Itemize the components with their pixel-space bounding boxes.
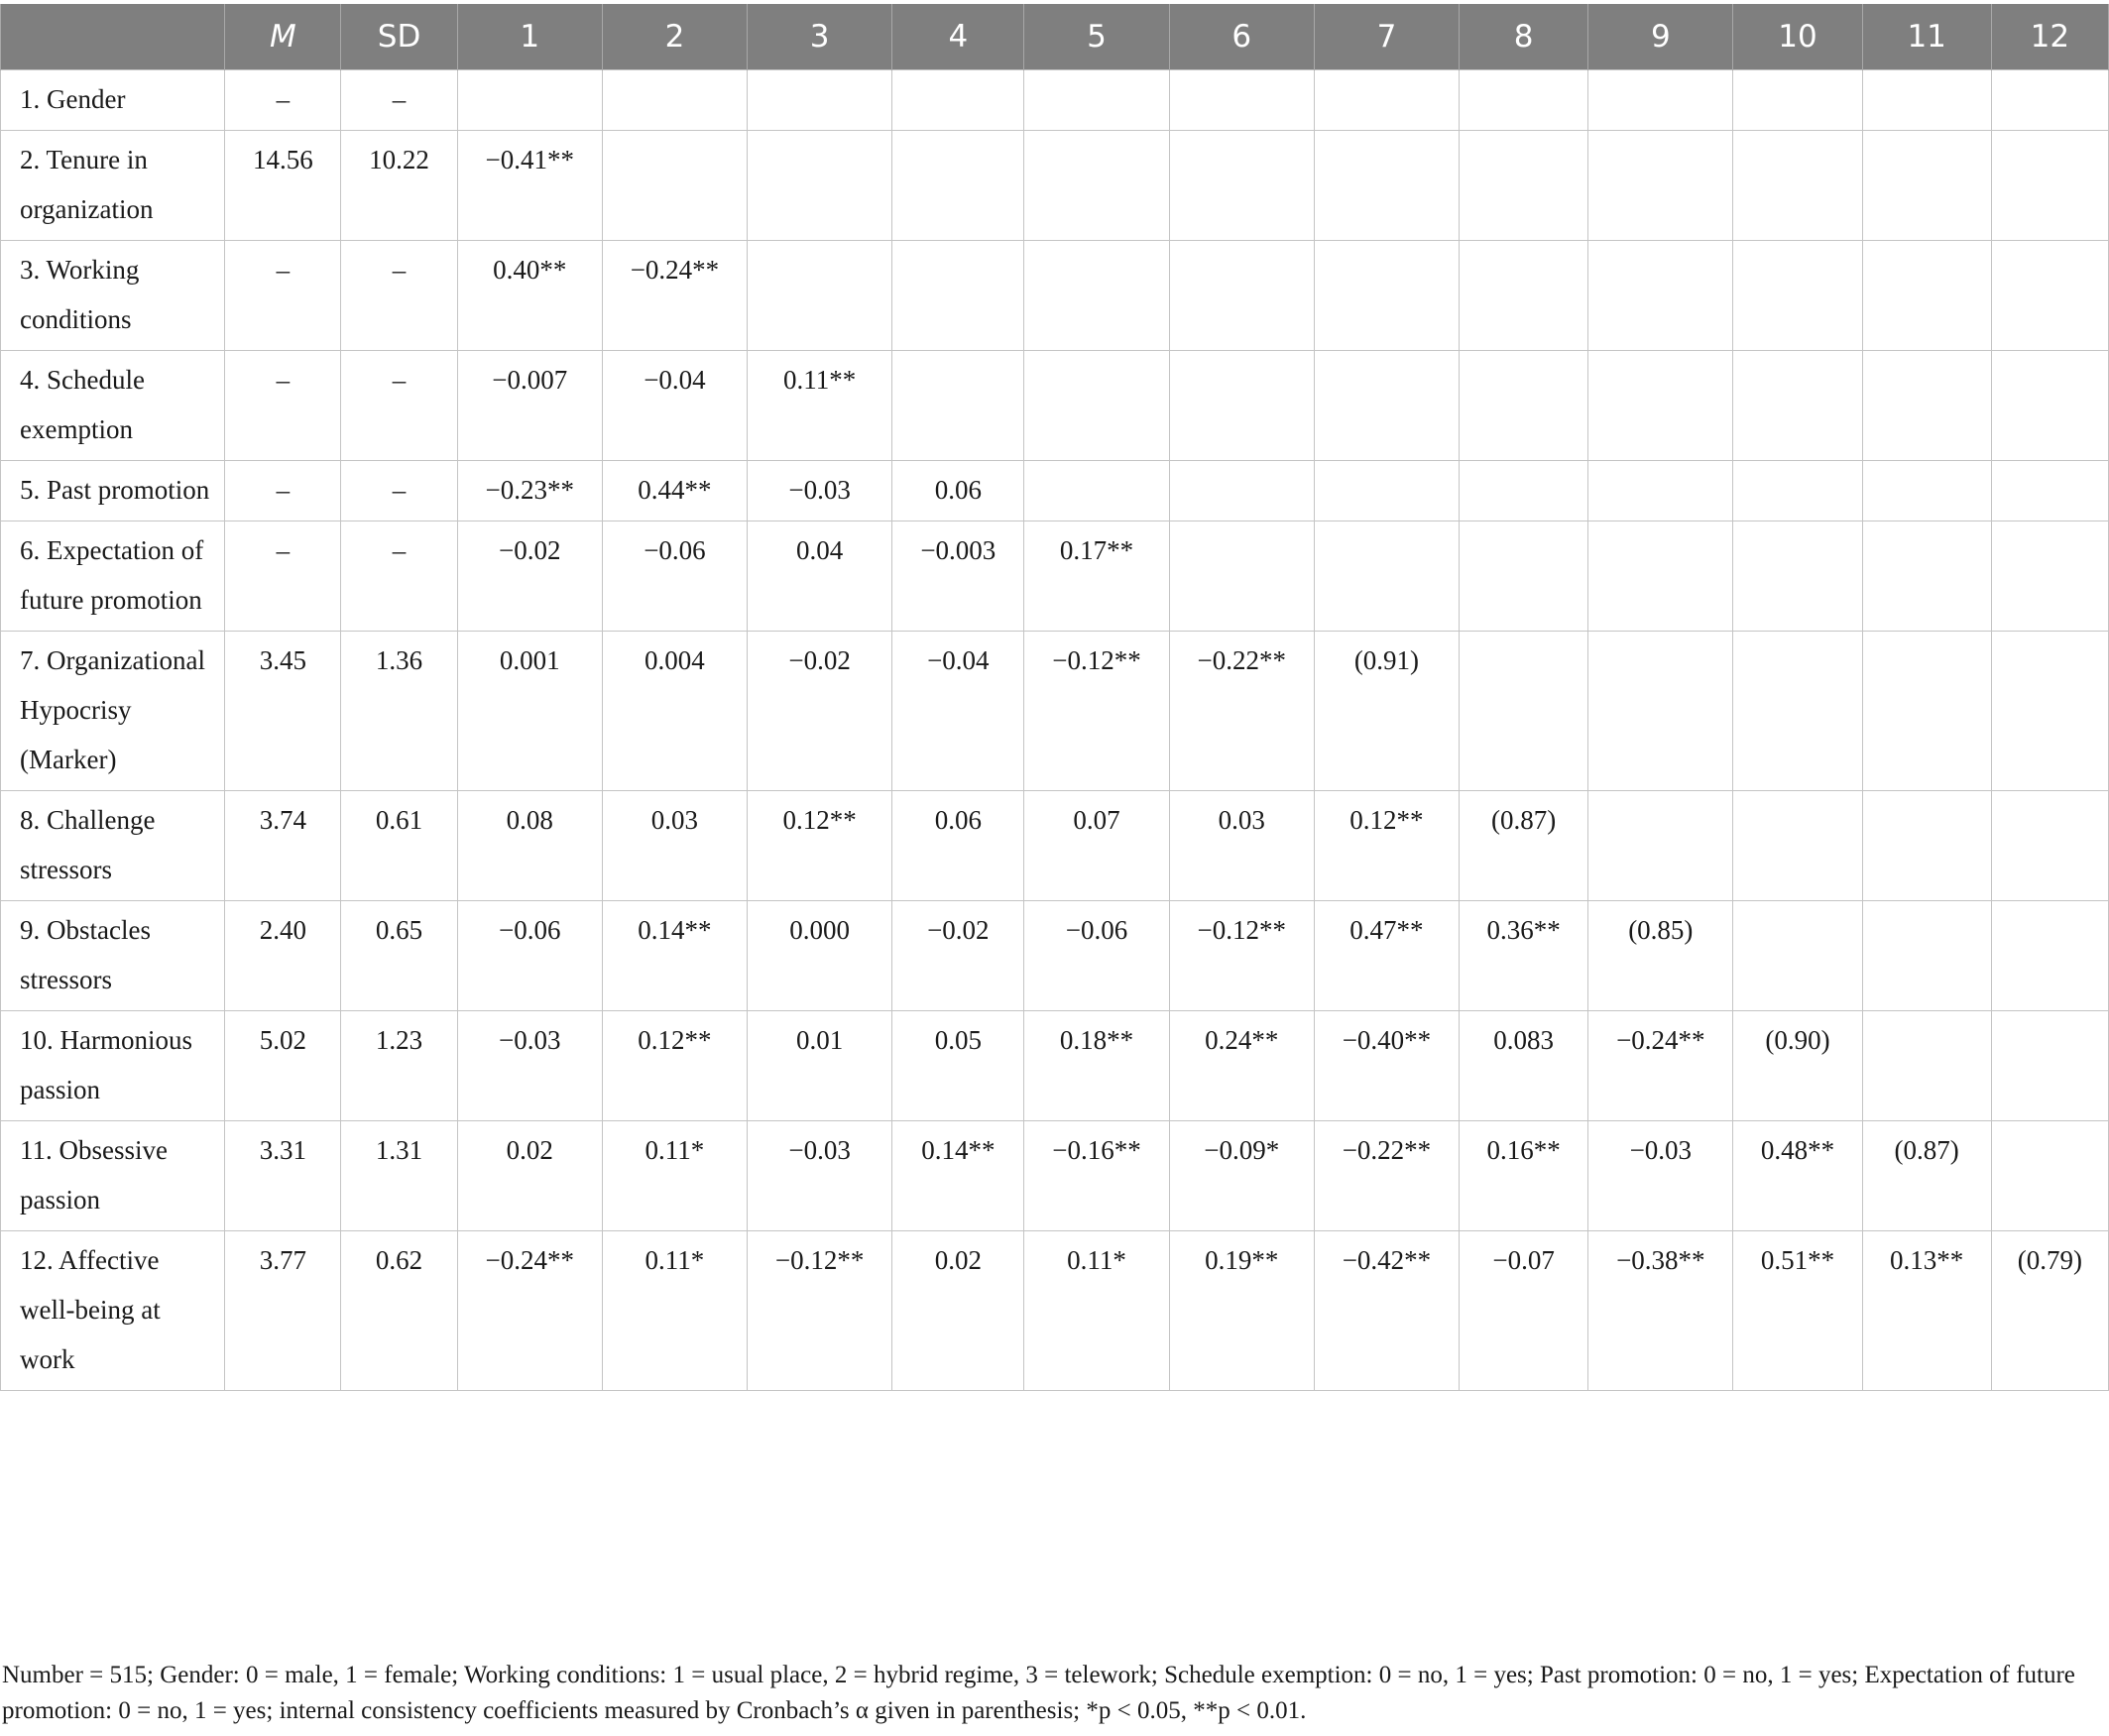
table-cell xyxy=(1588,791,1733,901)
table-cell: – xyxy=(341,461,457,521)
header-cell-1: 1 xyxy=(457,4,602,70)
table-cell: −0.03 xyxy=(457,1011,602,1121)
table-cell: −0.02 xyxy=(457,521,602,632)
table-cell: 3.45 xyxy=(225,632,341,791)
table-row xyxy=(1,1121,2109,1231)
table-cell: – xyxy=(225,241,341,351)
table-cell: 0.01 xyxy=(748,1011,892,1121)
table-cell xyxy=(1169,241,1314,351)
table-cell: −0.24** xyxy=(457,1231,602,1391)
table-cell xyxy=(1314,351,1459,461)
table-row xyxy=(1,521,2109,632)
table-cell xyxy=(1991,521,2108,632)
table-cell xyxy=(1733,351,1862,461)
header-cell-m: M xyxy=(225,4,341,70)
table-cell xyxy=(1991,70,2108,131)
table-cell xyxy=(1588,632,1733,791)
table-cell: −0.007 xyxy=(457,351,602,461)
table-cell: −0.22** xyxy=(1314,1121,1459,1231)
table-cell: 0.62 xyxy=(341,1231,457,1391)
row-label: 11. Obsessive passion xyxy=(1,1121,225,1231)
table-cell: −0.38** xyxy=(1588,1231,1733,1391)
table-cell: – xyxy=(225,351,341,461)
table-cell: 0.48** xyxy=(1733,1121,1862,1231)
table-cell xyxy=(1588,241,1733,351)
table-cell: 0.08 xyxy=(457,791,602,901)
table-cell: 1.23 xyxy=(341,1011,457,1121)
table-cell: −0.04 xyxy=(892,632,1024,791)
table-cell: 0.19** xyxy=(1169,1231,1314,1391)
table-cell: 0.11* xyxy=(602,1231,747,1391)
header-cell-10: 10 xyxy=(1733,4,1862,70)
table-cell xyxy=(1862,521,1991,632)
table-cell: 0.11* xyxy=(602,1121,747,1231)
table-cell: 0.47** xyxy=(1314,901,1459,1011)
table-cell xyxy=(1588,131,1733,241)
table-cell xyxy=(1862,351,1991,461)
row-label: 10. Harmonious passion xyxy=(1,1011,225,1121)
table-row xyxy=(1,791,2109,901)
table-cell: 0.06 xyxy=(892,791,1024,901)
table-cell xyxy=(1314,241,1459,351)
table-cell xyxy=(748,70,892,131)
table-cell: 0.05 xyxy=(892,1011,1024,1121)
table-cell: 0.03 xyxy=(602,791,747,901)
table-cell: −0.16** xyxy=(1024,1121,1169,1231)
table-row xyxy=(1,241,2109,351)
table-cell: 0.61 xyxy=(341,791,457,901)
row-label: 5. Past promotion xyxy=(1,461,225,521)
table-cell xyxy=(1460,70,1588,131)
table-cell: 3.31 xyxy=(225,1121,341,1231)
row-label: 7. Organizational Hypocrisy (Marker) xyxy=(1,632,225,791)
table-cell: −0.03 xyxy=(748,461,892,521)
header-cell-3: 3 xyxy=(748,4,892,70)
table-cell: −0.02 xyxy=(892,901,1024,1011)
table-cell xyxy=(1460,131,1588,241)
table-cell: −0.003 xyxy=(892,521,1024,632)
table-cell xyxy=(1460,521,1588,632)
table-cell xyxy=(1991,131,2108,241)
table-cell xyxy=(892,131,1024,241)
table-cell: 0.44** xyxy=(602,461,747,521)
table-cell xyxy=(1733,521,1862,632)
table-cell xyxy=(1024,241,1169,351)
table-cell: 0.11** xyxy=(748,351,892,461)
table-cell: 0.004 xyxy=(602,632,747,791)
table-cell: −0.04 xyxy=(602,351,747,461)
table-cell xyxy=(602,70,747,131)
table-cell xyxy=(1460,632,1588,791)
table-cell xyxy=(1733,131,1862,241)
table-cell xyxy=(1862,1011,1991,1121)
header-cell-2: 2 xyxy=(602,4,747,70)
header-cell-7: 7 xyxy=(1314,4,1459,70)
header-cell-5: 5 xyxy=(1024,4,1169,70)
table-cell: 0.04 xyxy=(748,521,892,632)
table-cell xyxy=(1733,901,1862,1011)
table-cell xyxy=(1733,632,1862,791)
table-cell: – xyxy=(341,521,457,632)
table-cell xyxy=(602,131,747,241)
table-cell: 0.000 xyxy=(748,901,892,1011)
header-cell-sd: SD xyxy=(341,4,457,70)
table-cell: −0.24** xyxy=(602,241,747,351)
table-cell: (0.91) xyxy=(1314,632,1459,791)
table-cell xyxy=(1314,461,1459,521)
table-cell xyxy=(1862,632,1991,791)
table-cell xyxy=(1862,901,1991,1011)
table-cell xyxy=(1733,241,1862,351)
table-cell: 0.65 xyxy=(341,901,457,1011)
table-cell: 0.24** xyxy=(1169,1011,1314,1121)
table-row xyxy=(1,70,2109,131)
table-cell xyxy=(1733,461,1862,521)
table-cell: 14.56 xyxy=(225,131,341,241)
table-row xyxy=(1,1231,2109,1391)
table-cell: 0.17** xyxy=(1024,521,1169,632)
table-cell: 0.07 xyxy=(1024,791,1169,901)
table-row xyxy=(1,351,2109,461)
table-cell: 0.40** xyxy=(457,241,602,351)
table-cell: 2.40 xyxy=(225,901,341,1011)
table-cell xyxy=(1991,632,2108,791)
table-cell: – xyxy=(341,241,457,351)
table-cell: – xyxy=(225,461,341,521)
table-cell: −0.06 xyxy=(457,901,602,1011)
table-cell xyxy=(1460,461,1588,521)
table-cell: 0.083 xyxy=(1460,1011,1588,1121)
table-cell: −0.12** xyxy=(748,1231,892,1391)
table-cell xyxy=(1991,1121,2108,1231)
table-cell xyxy=(1862,791,1991,901)
table-cell: 0.13** xyxy=(1862,1231,1991,1391)
table-cell: 1.31 xyxy=(341,1121,457,1231)
row-label: 9. Obstacles stressors xyxy=(1,901,225,1011)
table-cell: (0.87) xyxy=(1460,791,1588,901)
table-cell xyxy=(1862,461,1991,521)
table-cell: 0.02 xyxy=(892,1231,1024,1391)
table-cell: – xyxy=(225,521,341,632)
table-cell: 3.74 xyxy=(225,791,341,901)
table-row xyxy=(1,131,2109,241)
table-cell: −0.12** xyxy=(1169,901,1314,1011)
row-label: 3. Working conditions xyxy=(1,241,225,351)
table-cell xyxy=(1169,70,1314,131)
table-cell xyxy=(1991,461,2108,521)
table-cell: – xyxy=(341,351,457,461)
table-cell xyxy=(1991,791,2108,901)
table-cell xyxy=(1024,131,1169,241)
table-cell: 0.11* xyxy=(1024,1231,1169,1391)
table-cell: 0.02 xyxy=(457,1121,602,1231)
correlation-table-container xyxy=(0,4,2109,1391)
table-footnote: Number = 515; Gender: 0 = male, 1 = female; Working conditions: 1 = usual place, 2 = hybrid regime, 3 = telework; Schedule exemption: 0 = no, 1 = yes; Past promotion: 0 = no, 1 = yes; Expectation of future promotion: 0 = no, 1 = yes; internal consistency coefficients measured by Cronbach’s α given in parenthesis; *p < 0.05, **p < 0.01. xyxy=(2,1662,2075,1724)
table-cell xyxy=(1024,70,1169,131)
table-cell xyxy=(892,70,1024,131)
header-cell-4: 4 xyxy=(892,4,1024,70)
table-cell xyxy=(1588,521,1733,632)
row-label: 2. Tenure in organization xyxy=(1,131,225,241)
table-cell xyxy=(1169,521,1314,632)
row-label: 6. Expectation of future promotion xyxy=(1,521,225,632)
table-cell xyxy=(1460,241,1588,351)
table-cell: 0.12** xyxy=(748,791,892,901)
table-cell: 0.18** xyxy=(1024,1011,1169,1121)
table-cell: −0.24** xyxy=(1588,1011,1733,1121)
table-cell xyxy=(1169,131,1314,241)
table-cell: −0.06 xyxy=(602,521,747,632)
table-cell xyxy=(1169,461,1314,521)
table-cell: 0.51** xyxy=(1733,1231,1862,1391)
table-cell: −0.03 xyxy=(1588,1121,1733,1231)
table-cell: 0.14** xyxy=(602,901,747,1011)
table-cell: (0.79) xyxy=(1991,1231,2108,1391)
table-row xyxy=(1,901,2109,1011)
correlation-table xyxy=(0,4,2109,1391)
table-cell: 0.06 xyxy=(892,461,1024,521)
table-row xyxy=(1,632,2109,791)
table-cell xyxy=(892,351,1024,461)
table-cell xyxy=(1314,131,1459,241)
table-cell xyxy=(1024,461,1169,521)
table-cell: 0.12** xyxy=(1314,791,1459,901)
header-cell-9: 9 xyxy=(1588,4,1733,70)
table-cell xyxy=(1169,351,1314,461)
table-cell: 0.16** xyxy=(1460,1121,1588,1231)
row-label: 12. Affective well-being at work xyxy=(1,1231,225,1391)
row-label: 4. Schedule exemption xyxy=(1,351,225,461)
table-cell xyxy=(1991,241,2108,351)
header-cell-11: 11 xyxy=(1862,4,1991,70)
table-cell xyxy=(1991,351,2108,461)
table-cell: −0.23** xyxy=(457,461,602,521)
table-cell: (0.85) xyxy=(1588,901,1733,1011)
table-cell xyxy=(1733,70,1862,131)
table-cell xyxy=(1024,351,1169,461)
table-cell: 0.03 xyxy=(1169,791,1314,901)
table-cell xyxy=(1588,70,1733,131)
table-cell: −0.09* xyxy=(1169,1121,1314,1231)
table-cell: −0.07 xyxy=(1460,1231,1588,1391)
table-cell: −0.12** xyxy=(1024,632,1169,791)
table-cell xyxy=(892,241,1024,351)
table-cell xyxy=(748,241,892,351)
header-cell-variable xyxy=(1,4,225,70)
table-cell xyxy=(1588,461,1733,521)
table-cell: 0.12** xyxy=(602,1011,747,1121)
table-cell: −0.02 xyxy=(748,632,892,791)
header-cell-8: 8 xyxy=(1460,4,1588,70)
table-cell: −0.22** xyxy=(1169,632,1314,791)
table-cell: −0.06 xyxy=(1024,901,1169,1011)
row-label: 1. Gender xyxy=(1,70,225,131)
table-cell: 3.77 xyxy=(225,1231,341,1391)
table-cell xyxy=(1733,791,1862,901)
table-cell xyxy=(1991,901,2108,1011)
table-cell: −0.03 xyxy=(748,1121,892,1231)
table-cell xyxy=(748,131,892,241)
table-row xyxy=(1,1011,2109,1121)
table-cell xyxy=(1862,241,1991,351)
table-cell xyxy=(1314,521,1459,632)
table-cell: −0.40** xyxy=(1314,1011,1459,1121)
table-cell xyxy=(1991,1011,2108,1121)
table-cell: – xyxy=(225,70,341,131)
table-cell: −0.42** xyxy=(1314,1231,1459,1391)
table-cell: 1.36 xyxy=(341,632,457,791)
table-cell: (0.87) xyxy=(1862,1121,1991,1231)
row-label: 8. Challenge stressors xyxy=(1,791,225,901)
table-cell xyxy=(1460,351,1588,461)
table-row xyxy=(1,461,2109,521)
table-cell: – xyxy=(341,70,457,131)
table-header-row xyxy=(1,4,2109,70)
table-cell: 0.14** xyxy=(892,1121,1024,1231)
table-cell: 10.22 xyxy=(341,131,457,241)
header-cell-12: 12 xyxy=(1991,4,2108,70)
table-body xyxy=(1,70,2109,1391)
table-cell: −0.41** xyxy=(457,131,602,241)
table-cell: 0.36** xyxy=(1460,901,1588,1011)
table-cell: 0.001 xyxy=(457,632,602,791)
header-cell-6: 6 xyxy=(1169,4,1314,70)
table-cell: (0.90) xyxy=(1733,1011,1862,1121)
table-cell xyxy=(1862,70,1991,131)
table-cell xyxy=(457,70,602,131)
table-cell xyxy=(1862,131,1991,241)
table-cell xyxy=(1314,70,1459,131)
table-cell xyxy=(1588,351,1733,461)
table-cell: 5.02 xyxy=(225,1011,341,1121)
